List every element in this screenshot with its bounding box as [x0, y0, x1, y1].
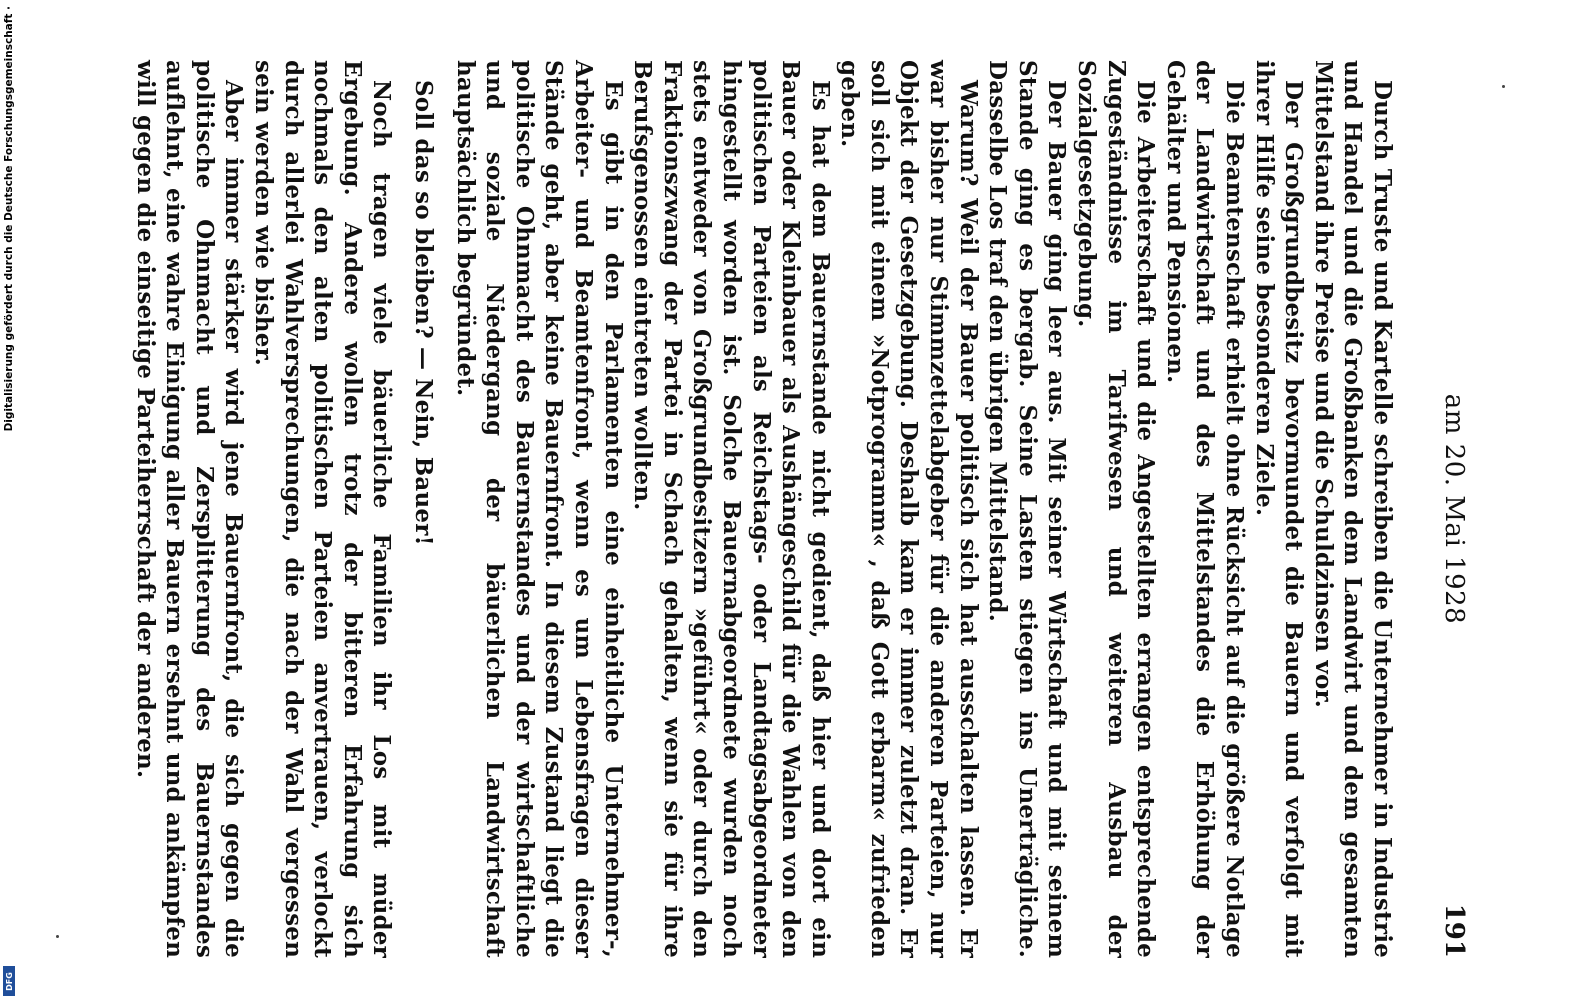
paragraph: Die Arbeiterschaft und die Angestellten errangen entsprechende Zugeständnisse im Tarifwesen und weiteren Ausbau der Sozialgesetzgebung.	[1073, 60, 1160, 958]
paragraph: Es gibt in den Parlamenten eine einheitliche Unternehmer-, Arbeiter- und Beamtenfront, wenn es um Lebensfragen dieser Stände geht, aber keine Bauernfront. In diesem Zustand liegt die politische Ohnmacht des Bauernstandes und der wirtschaftliche und soziale Niedergang der bäuerlichen Landwirtschaft hauptsächlich begründet.	[451, 60, 627, 958]
paragraph: Durch Truste und Kartelle schreiben die Unternehmer in Industrie und Handel und die Großbanken dem Landwirt und dem gesamten Mittelstand ihre Preise und die Schuldzinsen vor.	[1309, 60, 1396, 958]
header-date: am 20. Mai 1928	[1439, 393, 1469, 625]
page-body	[130, 60, 1397, 958]
page-number: 191	[1439, 903, 1469, 958]
paragraph: Soll das so bleiben? — Nein, Bauer!	[410, 80, 437, 546]
paragraph: Die Beamtenschaft erhielt ohne Rücksicht auf die größere Notlage der Landwirtschaft und des Mittelstandes die Erhöhung der Gehälter und Pensionen.	[1161, 60, 1249, 958]
paragraph: Der Bauer ging leer aus. Mit seiner Wirtschaft und mit seinem Stande ging es bergab. Seine Lasten stiegen ins Unerträgliche. Dasselbe Los traf den übrigen Mittelstand.	[984, 60, 1071, 958]
page-header	[1429, 60, 1469, 958]
paragraph: Es hat dem Bauernstande nicht gedient, daß hier und dort ein Bauer oder Kleinbauer als Aushängeschild für die Wahlen von den politischen Parteien als Reichstags- oder Landtagsabgeordneter hingestellt worden ist. Solche Bauernabgeordnete wurden noch stets entweder von Großgrundbesitzern »geführt« oder durch den Fraktionszwang der Partei in Schach gehalten, wenn sie für ihre Berufsgenossen eintreten wollten.	[629, 60, 834, 958]
paragraph: Warum? Weil der Bauer politisch sich hat ausschalten lassen. Er war bisher nur Stimmzettelabgeber für die anderen Parteien, nur Objekt der Gesetzgebung. Deshalb kam er immer zuletzt dran. Er soll sich mit einem »Notprogramm« , daß Gott erbarm« zufrieden geben.	[836, 60, 982, 958]
paragraph: Der Großgrundbesitz bevormundet die Bauern und verfolgt mit ihrer Hilfe seine besonderen Ziele.	[1250, 60, 1308, 958]
paragraph: Aber immer stärker wird jene Bauernfront, die sich gegen die politische Ohnmacht und Zersplitterung des Bauernstandes auflehnt, eine wahre Einigung aller Bauern ersehnt und ankämpfen will gegen die einseitige Parteiherrschaft der anderen.	[131, 60, 248, 958]
dfg-credit-text: Digitalisierung gefördert durch die Deutsche Forschungsgemeinschaft ·	[3, 6, 15, 432]
paragraph: Noch tragen viele bäuerliche Familien ihr Los mit müder Ergebung. Andere wollen trotz der bitteren Erfahrung sich nochmals den alten politischen Parteien anvertrauen, verlockt durch allerlei Wahlversprechungen, die nach der Wahl vergessen sein werden wie bisher.	[250, 60, 396, 958]
dfg-logo-text: DFG	[4, 971, 14, 991]
